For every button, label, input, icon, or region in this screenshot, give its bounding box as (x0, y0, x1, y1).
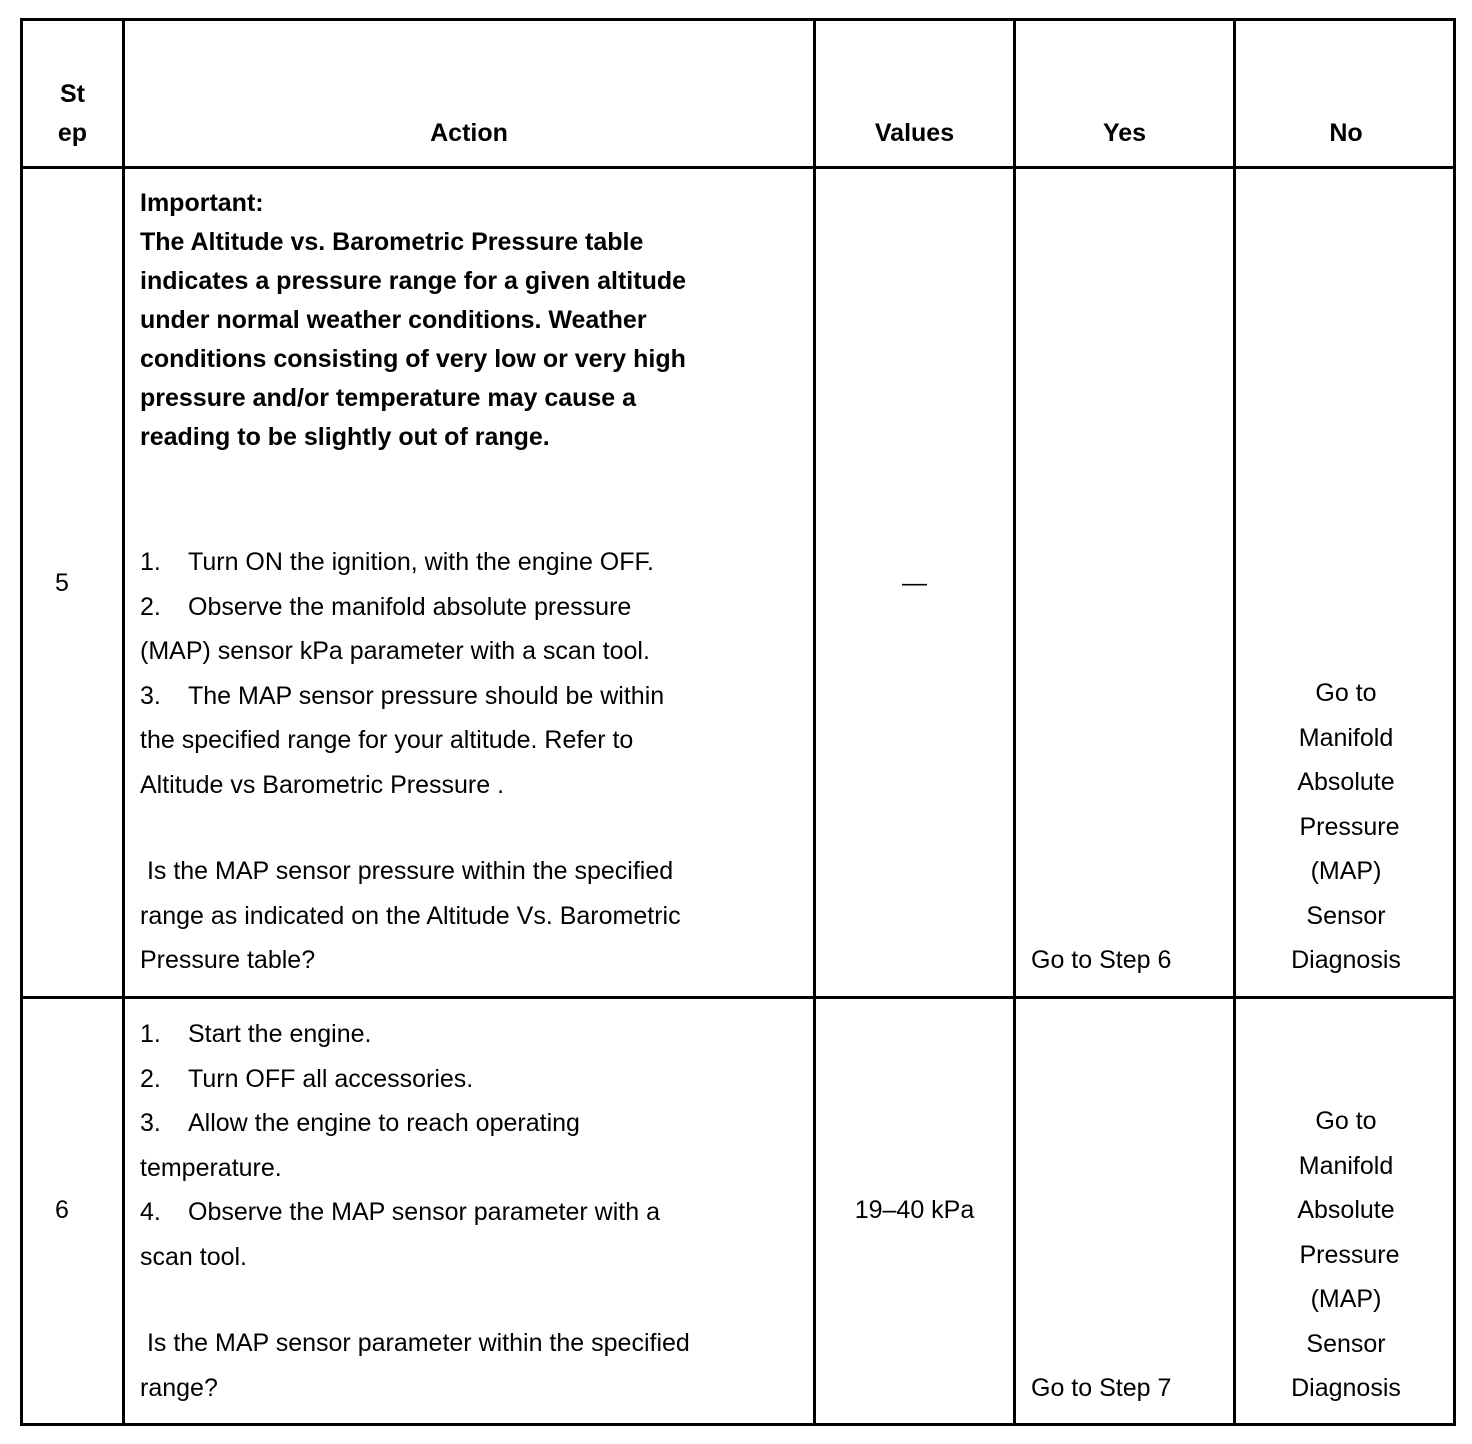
step-item-number: 3. (140, 1109, 161, 1137)
important-text-line: pressure and/or temperature may cause a (140, 384, 637, 412)
step-item-text: Start the engine. (188, 1020, 372, 1048)
step-item-text: Allow the engine to reach operating (188, 1109, 580, 1137)
action-step-line (140, 1101, 660, 1146)
no-cell-line: Diagnosis (1291, 1374, 1401, 1402)
values-cell: 19–40 kPa (854, 1196, 975, 1224)
important-text-line: conditions consisting of very low or very high (140, 345, 686, 373)
action-step-line (140, 1146, 660, 1191)
no-cell-line: Sensor (1306, 1329, 1386, 1358)
question-line: range as indicated on the Altitude Vs. Barometric (140, 901, 681, 930)
step-item-text: temperature. (140, 1153, 282, 1182)
important-text (140, 223, 686, 457)
step-item-number: 2. (140, 592, 161, 621)
column-divider (1013, 21, 1016, 1423)
header-yes: Yes (1102, 119, 1147, 147)
action-step-line (140, 585, 664, 630)
yes-cell: Go to Step 7 (1031, 1374, 1172, 1402)
action-step-line (140, 1190, 660, 1235)
yes-cell: Go to Step 6 (1031, 946, 1172, 974)
step-item-text: the specified range for your altitude. Refer to (140, 726, 634, 754)
header-action: Action (430, 119, 508, 147)
step-item-text: The MAP sensor pressure should be within (188, 681, 665, 710)
no-cell-line: (MAP) (1310, 857, 1382, 885)
important-text-line: The Altitude vs. Barometric Pressure table (140, 228, 644, 256)
action-steps (140, 540, 664, 807)
no-cell-line: Sensor (1306, 901, 1386, 930)
important-note (140, 184, 686, 457)
action-step-line (140, 540, 664, 585)
no-cell-line: Go to (1315, 679, 1377, 707)
action-step-line (140, 1235, 660, 1280)
header-values: Values (874, 119, 955, 147)
important-text-line: under normal weather conditions. Weather (140, 306, 647, 334)
no-cell-line: Absolute (1297, 768, 1395, 796)
important-text-line: indicates a pressure range for a given altitude (140, 267, 687, 295)
question-line: Is the MAP sensor pressure within the specified (140, 857, 674, 885)
no-cell-line: Absolute (1297, 1196, 1395, 1224)
question-line: Is the MAP sensor parameter within the specified (140, 1329, 690, 1357)
step-item-number: 4. (140, 1198, 161, 1226)
action-question (140, 1321, 690, 1410)
row-step-number: 5 (55, 569, 69, 597)
row-step-number: 6 (55, 1196, 69, 1224)
header-step: St ep (57, 80, 88, 147)
question-line: range? (140, 1373, 218, 1402)
action-step-line (140, 1057, 660, 1102)
action-step-line (140, 718, 664, 763)
no-cell (1236, 1099, 1456, 1411)
no-cell-line: Go to (1315, 1107, 1377, 1135)
step-item-text: Observe the manifold absolute pressure (188, 592, 632, 621)
no-cell-line: Pressure (1292, 812, 1400, 841)
action-step-line (140, 1012, 660, 1057)
step-item-text: scan tool. (140, 1242, 248, 1271)
step-item-number: 2. (140, 1064, 161, 1093)
step-item-text: Altitude vs Barometric Pressure . (140, 770, 505, 799)
values-cell: — (902, 569, 927, 597)
step-item-text: Turn OFF all accessories. (188, 1064, 474, 1093)
step-item-number: 3. (140, 681, 161, 710)
step-item-text: Observe the MAP sensor parameter with a (188, 1198, 660, 1226)
action-steps (140, 1012, 660, 1279)
important-label: Important: (140, 189, 264, 217)
row-divider (23, 996, 1453, 999)
no-cell-line: (MAP) (1310, 1285, 1382, 1313)
header-no: No (1329, 119, 1363, 147)
action-step-line (140, 763, 664, 808)
action-step-line (140, 674, 664, 719)
action-question (140, 849, 681, 983)
no-cell-line: Manifold (1298, 723, 1394, 752)
step-item-number: 1. (140, 1020, 161, 1048)
no-cell (1236, 671, 1456, 983)
row-divider (23, 166, 1453, 169)
no-cell-line: Manifold (1298, 1151, 1394, 1180)
step-item-text: (MAP) sensor kPa parameter with a scan tool. (140, 637, 650, 665)
no-cell-line: Diagnosis (1291, 946, 1401, 974)
question-line: Pressure table? (140, 946, 316, 974)
procedure-table (20, 18, 1456, 1426)
no-cell-line: Pressure (1292, 1240, 1400, 1269)
step-item-text: Turn ON the ignition, with the engine OFF. (188, 548, 654, 576)
column-divider (122, 21, 125, 1423)
step-item-number: 1. (140, 548, 161, 576)
important-text-line: reading to be slightly out of range. (140, 423, 550, 451)
action-step-line (140, 629, 664, 674)
